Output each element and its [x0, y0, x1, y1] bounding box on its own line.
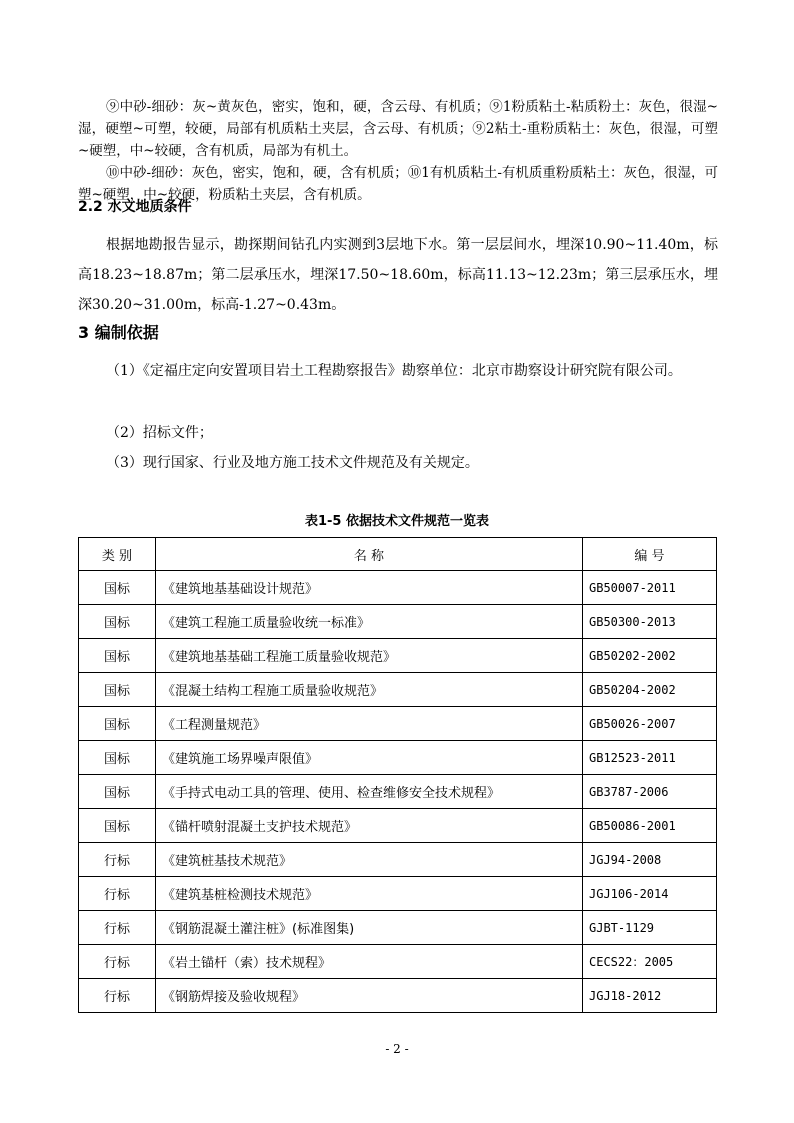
- row-category: 国标: [79, 707, 156, 741]
- row-name: 《建筑地基基础工程施工质量验收规范》: [156, 639, 583, 673]
- table-row: [79, 809, 717, 843]
- table-row: [79, 979, 717, 1013]
- row-name: 《混凝土结构工程施工质量验收规范》: [156, 673, 583, 707]
- section-2-2-title: 2.2 水文地质条件: [78, 199, 192, 215]
- row-name: 《岩土锚杆（索）技术规程》: [156, 945, 583, 979]
- row-name: 《建筑工程施工质量验收统一标准》: [156, 605, 583, 639]
- row-category: 行标: [79, 843, 156, 877]
- row-code: CECS22：2005: [583, 945, 717, 979]
- basis-item-2: （2）招标文件；: [106, 425, 213, 441]
- table-row: [79, 707, 717, 741]
- row-category: 国标: [79, 639, 156, 673]
- table-row: [79, 741, 717, 775]
- row-name: 《建筑桩基技术规范》: [156, 843, 583, 877]
- page-number: - 2 -: [385, 1042, 409, 1056]
- row-name: 《钢筋焊接及验收规程》: [156, 979, 583, 1013]
- basis-item-3: （3）现行国家、行业及地方施工技术文件规范及有关规定。: [106, 455, 479, 471]
- table-row: [79, 639, 717, 673]
- row-code: GJBT-1129: [583, 911, 717, 945]
- table-row: [79, 877, 717, 911]
- table-row: [79, 605, 717, 639]
- row-code: GB12523-2011: [583, 741, 717, 775]
- table-row: [79, 911, 717, 945]
- specification-table: [78, 537, 717, 1013]
- table-row: [79, 843, 717, 877]
- section-3-title: 3 编制依据: [78, 323, 159, 342]
- table-row: [79, 775, 717, 809]
- row-category: 行标: [79, 945, 156, 979]
- row-category: 行标: [79, 911, 156, 945]
- basis-item-1: （1）《定福庄定向安置项目岩土工程勘察报告》勘察单位：北京市勘察设计研究院有限公司。: [106, 363, 682, 379]
- table-row: [79, 945, 717, 979]
- row-category: 国标: [79, 605, 156, 639]
- soil-paragraph-9: ⑨中砂-细砂：灰~黄灰色，密实，饱和，硬，含云母、有机质；⑨1粉质粘土-粘质粉土：灰色，很湿~湿，硬塑~可塑，较硬，局部有机质粘土夹层，含云母、有机质；⑨2粘土-重粉质粘土：灰色，很湿，可塑~硬塑，中~较硬，含有机质，局部为有机土。: [78, 99, 718, 159]
- table-header-row: [79, 538, 717, 571]
- row-code: GB3787-2006: [583, 775, 717, 809]
- row-category: 行标: [79, 979, 156, 1013]
- row-category: 国标: [79, 809, 156, 843]
- row-category: 行标: [79, 877, 156, 911]
- row-category: 国标: [79, 741, 156, 775]
- row-name: 《锚杆喷射混凝土支护技术规范》: [156, 809, 583, 843]
- row-code: JGJ94-2008: [583, 843, 717, 877]
- row-code: GB50086-2001: [583, 809, 717, 843]
- row-name: 《建筑基桩检测技术规范》: [156, 877, 583, 911]
- row-name: 《钢筋混凝土灌注桩》(标准图集): [156, 911, 583, 945]
- row-code: GB50202-2002: [583, 639, 717, 673]
- row-name: 《手持式电动工具的管理、使用、检查维修安全技术规程》: [156, 775, 583, 809]
- header-name: 名 称: [156, 538, 583, 571]
- row-code: GB50300-2013: [583, 605, 717, 639]
- row-category: 国标: [79, 775, 156, 809]
- table-caption: 表1-5 依据技术文件规范一览表: [304, 514, 489, 529]
- row-name: 《工程测量规范》: [156, 707, 583, 741]
- header-code: 编 号: [583, 538, 717, 571]
- row-name: 《建筑施工场界噪声限值》: [156, 741, 583, 775]
- row-category: 国标: [79, 571, 156, 605]
- row-code: GB50204-2002: [583, 673, 717, 707]
- table-row: [79, 673, 717, 707]
- row-code: GB50007-2011: [583, 571, 717, 605]
- section-2-2-body: 根据地勘报告显示，勘探期间钻孔内实测到3层地下水。第一层层间水，埋深10.90~11.40m，标高18.23~18.87m；第二层承压水，埋深17.50~18.60m，标高11.13~12.23m；第三层承压水，埋深30.20~31.00m，标高-1.27~0.43m。: [78, 237, 718, 313]
- row-code: GB50026-2007: [583, 707, 717, 741]
- soil-paragraph-10: ⑩中砂-细砂：灰色，密实，饱和，硬，含有机质；⑩1有机质粘土-有机质重粉质粘土：灰色，很湿，可塑~硬塑，中~较硬，粉质粘土夹层，含有机质。: [78, 165, 718, 203]
- row-code: JGJ106-2014: [583, 877, 717, 911]
- table-row: [79, 571, 717, 605]
- header-category: 类 别: [79, 538, 156, 571]
- row-code: JGJ18-2012: [583, 979, 717, 1013]
- row-name: 《建筑地基基础设计规范》: [156, 571, 583, 605]
- row-category: 国标: [79, 673, 156, 707]
